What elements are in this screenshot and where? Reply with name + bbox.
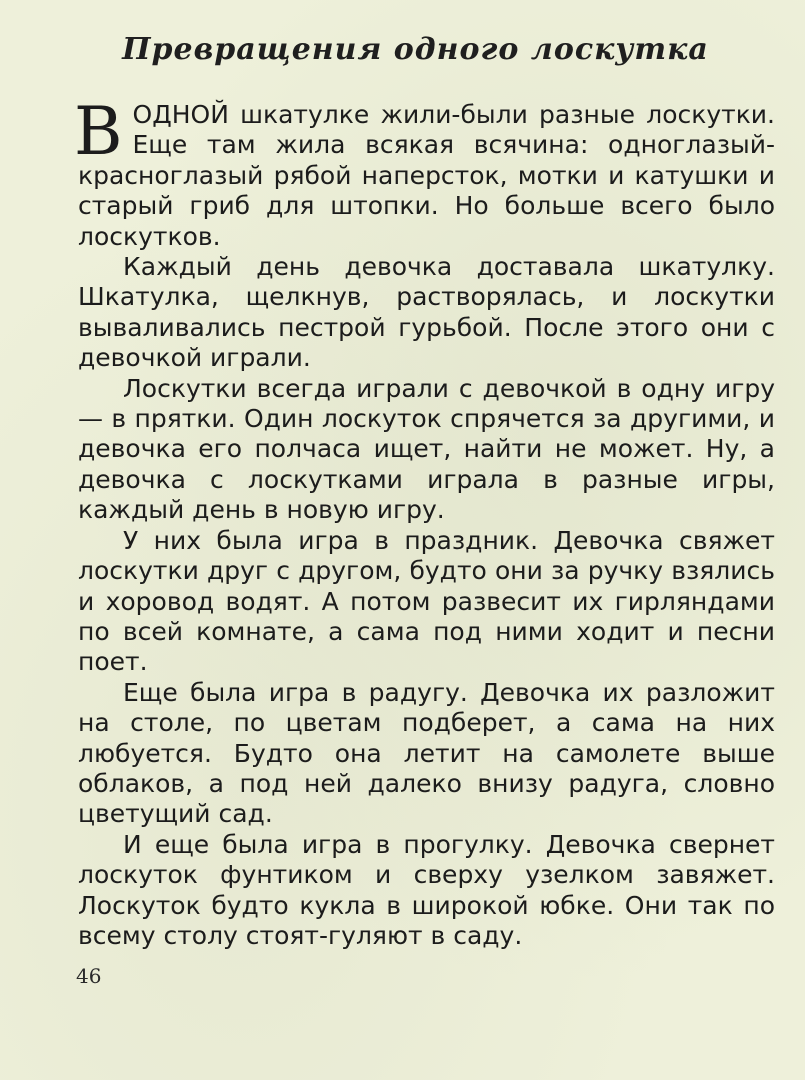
paragraph-2: Каждый день девочка доставала шкатулку. Шкатулка, щелкнув, растворялась, и лоскутки вываливались пестрой гурьбой. После этого они с девочкой играли. — [78, 252, 775, 373]
paragraph-1 — [74, 93, 775, 252]
paragraph-1-text: ОДНОЙ шкатулке жили-были разные лоскутки. Еще там жила всякая всячина: одноглазый-красноглазый рябой наперсток, мотки и катушки и старый гриб для штопки. Но больше всего было лоскутков. — [78, 100, 775, 251]
paragraph-4: У них была игра в праздник. Девочка свяжет лоскутки друг с другом, будто они за ручку взялись и хоровод водят. А потом развесит их гирляндами по всей комнате, а сама под ними ходит и песни поет. — [78, 525, 775, 677]
paragraph-5: Еще была игра в радугу. Девочка их разложит на столе, по цветам подберет, а сама на них любуется. Будто она летит на самолете выше облаков, а под ней далеко внизу радуга, словно цветущий сад. — [78, 677, 775, 829]
body-text — [74, 93, 775, 951]
drop-cap: В — [74, 93, 123, 170]
paragraph-3: Лоскутки всегда играли с девочкой в одну игру — в прятки. Один лоскуток спрячется за другими, и девочка его полчаса ищет, найти не может. Ну, а девочка с лоскутками играла в разные игры, каждый день в новую игру. — [78, 373, 775, 525]
page-number: 46 — [76, 964, 102, 988]
chapter-title: Превращения одного лоскутка — [122, 32, 709, 67]
paragraph-6: И еще была игра в прогулку. Девочка свернет лоскуток фунтиком и сверху узелком завяжет. Лоскуток будто кукла в широкой юбке. Они так по всему столу стоят-гуляют в саду. — [78, 829, 775, 950]
